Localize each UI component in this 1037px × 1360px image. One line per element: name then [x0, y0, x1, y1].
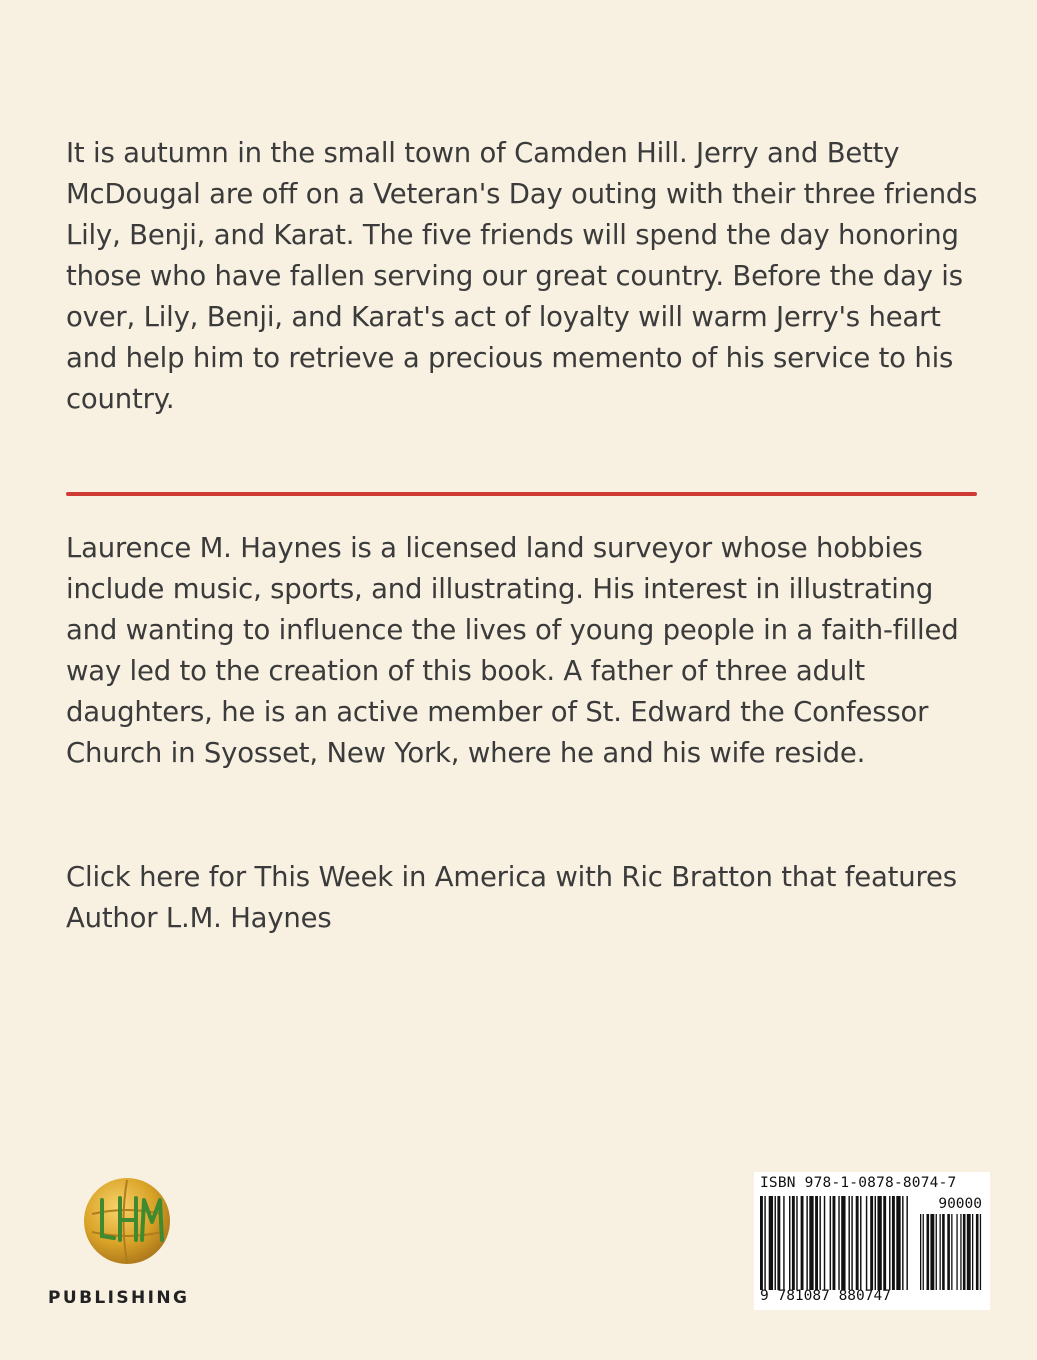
barcode-bar [830, 1196, 831, 1290]
barcode-bar [792, 1196, 795, 1290]
barcode-bar [902, 1196, 903, 1290]
author-bio-paragraph: Laurence M. Haynes is a licensed land surveyor whose hobbies include music, sports, and illustrating. His interest in illustrating and wanting to influence the lives of young people in a faith-filled way led to the creation of this book. A father of three adult daughters, he is an active member of St. Edward the Confessor Church in Syosset, New York, where he and his wife reside. [66, 532, 959, 769]
barcode-bar [856, 1196, 859, 1290]
barcode-addon-bar [923, 1214, 924, 1290]
barcode-addon-bar [967, 1214, 971, 1290]
barcode-bar [796, 1196, 797, 1290]
barcode-bar [777, 1196, 780, 1290]
barcode-bar [806, 1196, 807, 1290]
barcode-addon-bar [920, 1214, 921, 1290]
barcode-addon-bar [956, 1214, 957, 1290]
barcode-addon-bar [976, 1214, 979, 1290]
isbn-barcode [754, 1172, 990, 1310]
barcode-bar [860, 1196, 861, 1290]
barcode-addon-bar [947, 1214, 950, 1290]
barcode-addon-bar [942, 1214, 945, 1290]
lhm-monogram-icon [82, 1176, 172, 1266]
section-divider [66, 492, 977, 496]
barcode-addon-bar [951, 1214, 952, 1290]
barcode-addon-bar [980, 1214, 981, 1290]
barcode-bar [838, 1196, 839, 1290]
synopsis-paragraph: It is autumn in the small town of Camden Hill. Jerry and Betty McDougal are off on a Veteran's Day outing with their three friends Lily, Benji, and Karat. The five friends will spend the day honoring those who have fallen serving our great country. Before the day is over, Lily, Benji, and Karat's act of loyalty will warm Jerry's heart and help him to retrieve a precious memento of his service to his country. [66, 137, 978, 415]
barcode-addon-bar [927, 1214, 930, 1290]
barcode-bar [851, 1196, 852, 1290]
barcode-bar [870, 1196, 873, 1290]
barcode-bar [892, 1196, 895, 1290]
barcode-bar [906, 1196, 907, 1290]
barcode-bar [815, 1196, 818, 1290]
barcode-addon-bar [930, 1214, 934, 1290]
barcode-bar [764, 1196, 765, 1290]
barcode-bar [789, 1196, 790, 1290]
barcode-addon-bar [963, 1214, 966, 1290]
barcode-digits: 9 781087 880747 [760, 1288, 891, 1304]
barcode-bar [841, 1196, 845, 1290]
publisher-logo [48, 1162, 208, 1322]
barcode-addon-bar [940, 1214, 941, 1290]
isbn-label: ISBN 978-1-0878-8074-7 [760, 1175, 957, 1191]
barcode-bar [889, 1196, 890, 1290]
barcode-bar [848, 1196, 849, 1290]
barcode-addon-bar [960, 1214, 961, 1290]
price-code: 90000 [938, 1196, 982, 1212]
barcode-bar [866, 1196, 867, 1290]
barcode-bar [824, 1196, 825, 1290]
barcode-bar [877, 1196, 881, 1290]
barcode-bar [783, 1196, 784, 1290]
barcode-bar [775, 1196, 776, 1290]
barcode-addon-bar [936, 1214, 937, 1290]
barcode-addon-bar [972, 1214, 973, 1290]
barcode-bar [760, 1196, 763, 1290]
barcode-bar [809, 1196, 813, 1290]
barcode-bar [833, 1196, 836, 1290]
publisher-label: PUBLISHING [48, 1288, 190, 1308]
barcode-bar [883, 1196, 886, 1290]
interview-link[interactable]: Click here for This Week in America with Ric Bratton that features Author L.M. Haynes [66, 861, 957, 934]
barcode-bar [896, 1196, 900, 1290]
barcode-bar [875, 1196, 876, 1290]
barcode-bar [801, 1196, 804, 1290]
barcode-bar [819, 1196, 820, 1290]
barcode-bar [769, 1196, 773, 1290]
